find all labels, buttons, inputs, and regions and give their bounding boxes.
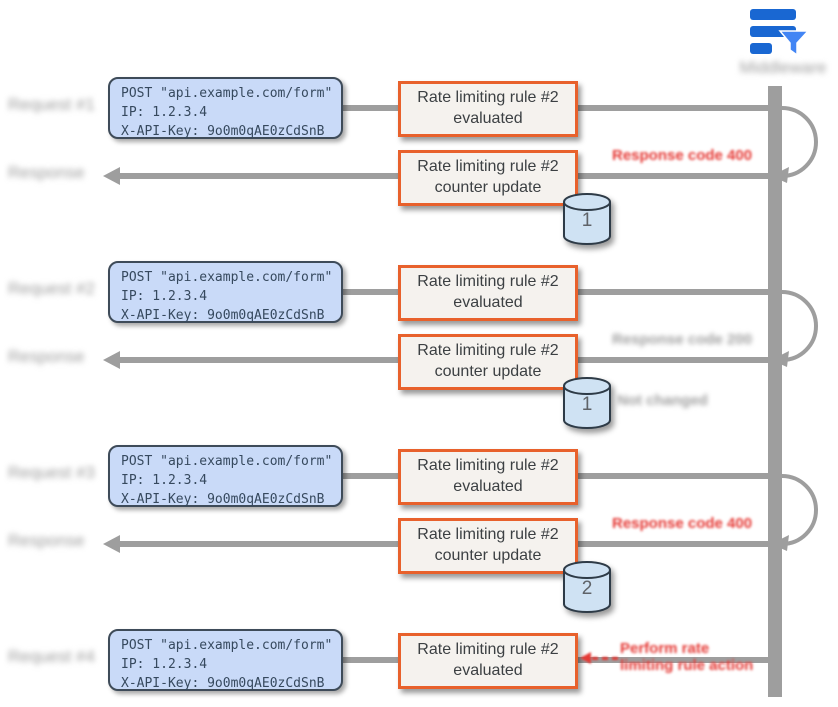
response-arrowhead-icon xyxy=(103,167,120,185)
rule-evaluated-box xyxy=(398,265,578,321)
rule-box-line: counter update xyxy=(434,547,542,564)
request-api-key: X-API-Key: 9o0m0qAE0zCdSnB xyxy=(121,491,325,507)
rule-evaluated-box xyxy=(398,449,578,505)
rule-box-line: Rate limiting rule #2 xyxy=(417,526,559,544)
request-method: POST "api.example.com/form" xyxy=(121,454,333,469)
request-message-box xyxy=(108,629,343,691)
request-message-box xyxy=(108,445,343,507)
response-2-label: Response xyxy=(8,347,85,366)
rule-box-line: evaluated xyxy=(453,478,523,495)
request-message-box xyxy=(108,77,343,139)
counter-unchanged-note: Not changed xyxy=(617,392,708,409)
request-ip: IP: 1.2.3.4 xyxy=(121,472,208,488)
rule-box-line: evaluated xyxy=(453,110,523,127)
middleware-rules-icon xyxy=(744,4,812,56)
request-1-label: Request #1 xyxy=(8,95,95,114)
rule-box-line: Rate limiting rule #2 xyxy=(417,158,559,176)
counter-value: 2 xyxy=(581,578,593,599)
rule-counter-box xyxy=(398,518,578,574)
request-ip: IP: 1.2.3.4 xyxy=(121,656,208,672)
counter-value: 1 xyxy=(581,394,593,415)
request-api-key: X-API-Key: 9o0m0qAE0zCdSnB xyxy=(121,675,325,691)
rule-evaluated-box xyxy=(398,81,578,137)
response-code-note: Response code 200 xyxy=(612,331,753,348)
counter-value: 1 xyxy=(581,210,593,231)
rule-box-line: counter update xyxy=(434,363,542,380)
action-dashed-line xyxy=(592,657,618,660)
request-method: POST "api.example.com/form" xyxy=(121,86,333,101)
rule-box-line: evaluated xyxy=(453,294,523,311)
action-arrowhead-icon xyxy=(580,652,591,664)
request-message-box xyxy=(108,261,343,323)
rule-counter-box xyxy=(398,150,578,206)
rule-action-note-line: limiting rule action xyxy=(620,657,754,675)
request-api-key: X-API-Key: 9o0m0qAE0zCdSnB xyxy=(121,307,325,323)
counter-database xyxy=(561,374,613,432)
request-api-key: X-API-Key: 9o0m0qAE0zCdSnB xyxy=(121,123,325,139)
response-3-label: Response xyxy=(8,531,85,550)
request-ip: IP: 1.2.3.4 xyxy=(121,288,208,304)
rule-box-line: counter update xyxy=(434,179,542,196)
actor-label: Middleware xyxy=(739,58,827,77)
rule-evaluated-box xyxy=(398,633,578,689)
response-arrowhead-icon xyxy=(103,535,120,553)
response-code-note: Response code 400 xyxy=(612,515,753,532)
response-arrowhead-icon xyxy=(103,351,120,369)
rule-action-note-line: Perform rate xyxy=(620,640,710,657)
request-4-label: Request #4 xyxy=(8,647,95,666)
middleware-lifeline xyxy=(768,86,782,697)
request-3-label: Request #3 xyxy=(8,463,95,482)
response-code-note: Response code 400 xyxy=(612,147,753,164)
rule-box-line: Rate limiting rule #2 xyxy=(417,342,559,360)
counter-database xyxy=(561,190,613,248)
rule-box-line: evaluated xyxy=(453,662,523,679)
rule-counter-box xyxy=(398,334,578,390)
rule-box-line: Rate limiting rule #2 xyxy=(417,89,559,107)
rule-box-line: Rate limiting rule #2 xyxy=(417,457,559,475)
request-2-label: Request #2 xyxy=(8,279,95,298)
rule-action-note xyxy=(620,640,753,675)
request-method: POST "api.example.com/form" xyxy=(121,270,333,285)
request-ip: IP: 1.2.3.4 xyxy=(121,104,208,120)
rule-box-line: Rate limiting rule #2 xyxy=(417,273,559,291)
response-1-label: Response xyxy=(8,163,85,182)
request-method: POST "api.example.com/form" xyxy=(121,638,333,653)
rule-box-line: Rate limiting rule #2 xyxy=(417,641,559,659)
counter-database xyxy=(561,558,613,616)
